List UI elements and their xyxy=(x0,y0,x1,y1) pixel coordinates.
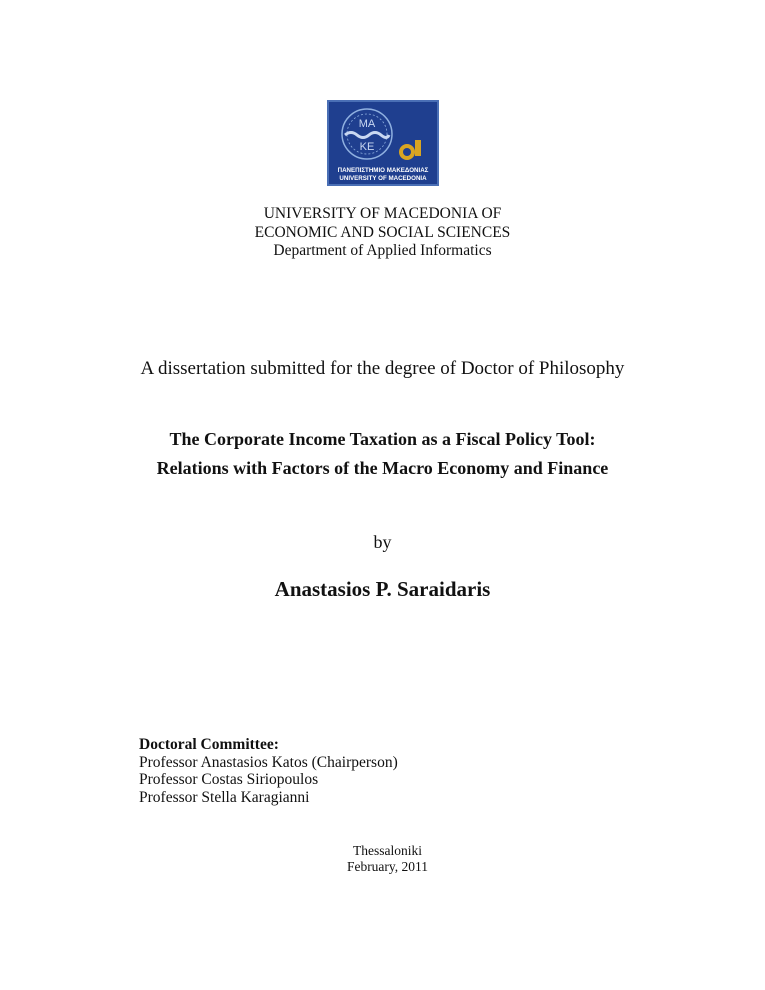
university-emblem-icon xyxy=(329,102,437,184)
committee-member: Professor Anastasios Katos (Chairperson) xyxy=(139,753,398,771)
department-name: Department of Applied Informatics xyxy=(273,242,492,259)
university-logo xyxy=(327,100,439,186)
logo-monogram-top: ΜΑ xyxy=(358,118,376,130)
logo-text-greek: ΠΑΝΕΠΙΣΤΗΜΙΟ ΜΑΚΕΔΟΝΙΑΣ xyxy=(337,167,429,174)
institution-line-2: ECONOMIC AND SOCIAL SCIENCES xyxy=(254,223,511,241)
place: Thessaloniki xyxy=(353,843,422,858)
logo-monogram-bottom: ΚΕ xyxy=(359,141,375,153)
institution-line-1: UNIVERSITY OF MACEDONIA OF xyxy=(263,205,502,222)
thesis-title-line-1: The Corporate Income Taxation as a Fiscal Policy Tool: xyxy=(169,429,596,449)
committee-member: Professor Stella Karagianni xyxy=(139,788,310,806)
place-date-block xyxy=(0,843,765,875)
degree-statement: A dissertation submitted for the degree of Doctor of Philosophy xyxy=(140,358,625,379)
committee-member: Professor Costas Siriopoulos xyxy=(139,771,319,788)
by-label: by xyxy=(373,532,392,552)
logo-text-english: UNIVERSITY OF MACEDONIA xyxy=(339,175,427,182)
date: February, 2011 xyxy=(346,859,429,874)
author-name: Anastasios P. Saraidaris xyxy=(274,577,491,601)
thesis-title xyxy=(0,425,765,483)
institution-block xyxy=(0,205,765,261)
doctoral-committee xyxy=(139,736,398,806)
thesis-title-line-2: Relations with Factors of the Macro Economy and Finance xyxy=(156,458,609,478)
committee-heading: Doctoral Committee: xyxy=(139,736,279,753)
